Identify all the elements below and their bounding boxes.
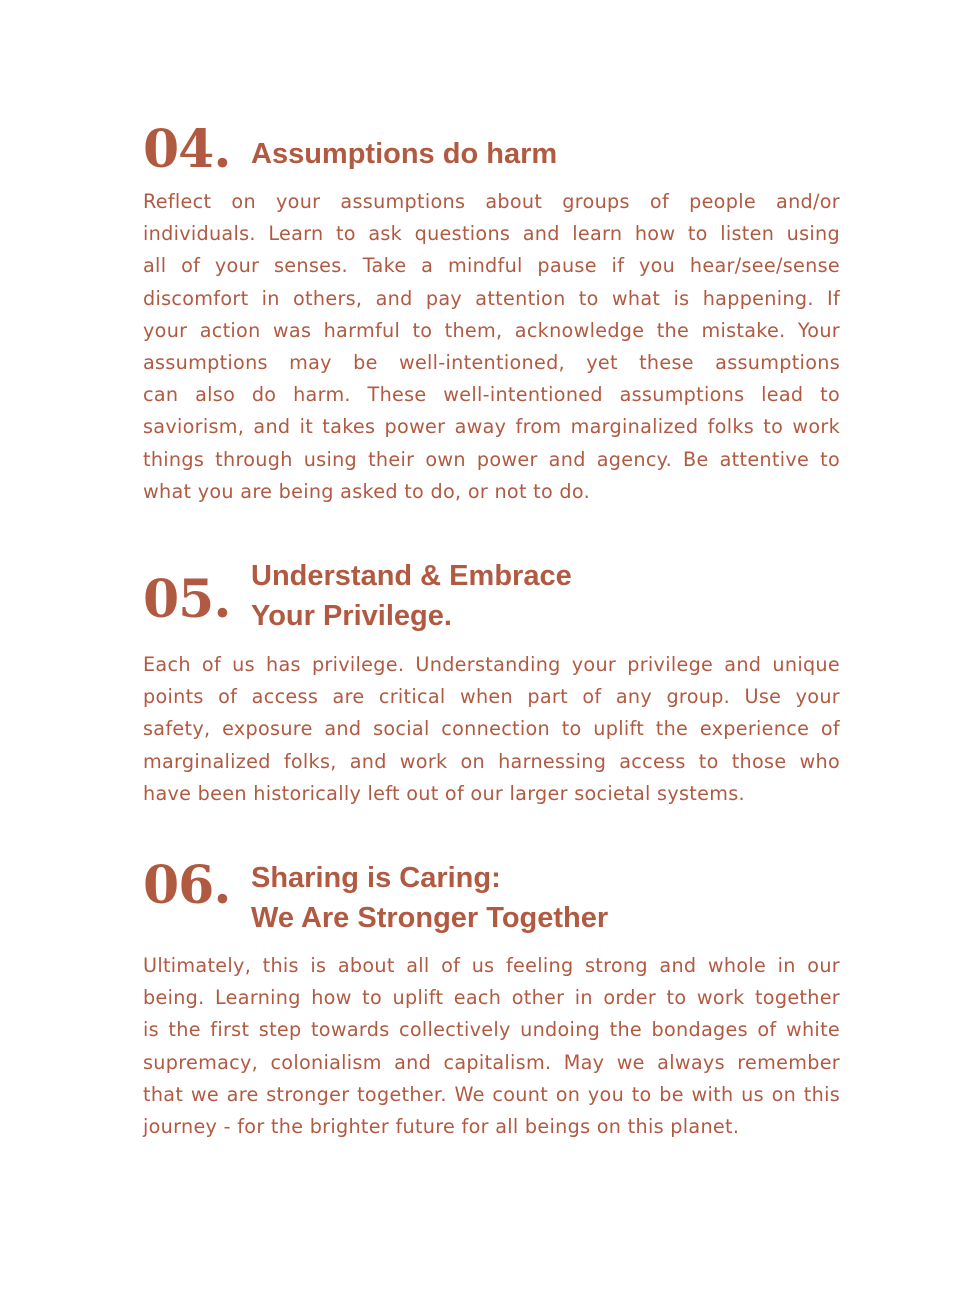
body-line: journey - for the brighter future for all beings on this planet. xyxy=(143,1115,740,1139)
body-line: being. Learning how to uplift each other in order to work together xyxy=(143,986,840,1010)
body-line: saviorism, and it takes power away from marginalized folks to work xyxy=(143,415,840,439)
body-line: Reflect on your assumptions about groups of people and/or xyxy=(143,190,840,213)
body-line: things through using their own power and agency. Be attentive to xyxy=(143,447,840,471)
section-title-line: We Are Stronger Together xyxy=(251,902,609,934)
body-line: individuals. Learn to ask questions and learn how to listen using xyxy=(143,222,840,246)
section-body xyxy=(143,649,840,810)
body-line: safety, exposure and social connection to uplift the experience of xyxy=(143,717,840,741)
body-line: supremacy, colonialism and capitalism. May we always remember xyxy=(143,1050,840,1074)
body-line: points of access are critical when part of any group. Use your xyxy=(143,685,840,709)
body-line: that we are stronger together. We count on you to be with us on this xyxy=(143,1082,840,1106)
section-title-line: Assumptions do harm xyxy=(251,138,558,170)
section-body xyxy=(143,186,840,508)
section-number: 04. xyxy=(143,119,231,180)
body-line: Ultimately, this is about all of us feeling strong and whole in our xyxy=(143,954,840,977)
body-line: all of your senses. Take a mindful pause if you hear/see/sense xyxy=(143,254,840,278)
section-number: 05. xyxy=(143,569,231,630)
section-body xyxy=(143,950,840,1143)
body-line: what you are being asked to do, or not to do. xyxy=(143,479,591,503)
body-line: your action was harmful to them, acknowledge the mistake. Your xyxy=(143,318,840,342)
body-line: is the first step towards collectively undoing the bondages of white xyxy=(143,1018,840,1042)
section-number: 06. xyxy=(143,855,231,916)
body-line: assumptions may be well-intentioned, yet these assumptions xyxy=(143,351,840,375)
section-title xyxy=(251,858,608,938)
section-title xyxy=(251,134,557,174)
body-line: Each of us has privilege. Understanding your privilege and unique xyxy=(143,653,840,676)
body-line: discomfort in others, and pay attention to what is happening. If xyxy=(143,286,840,310)
section-title xyxy=(251,556,572,636)
section-title-line: Sharing is Caring: xyxy=(251,862,501,894)
body-line: can also do harm. These well-intentioned assumptions lead to xyxy=(143,383,840,407)
body-line: have been historically left out of our larger societal systems. xyxy=(143,781,745,805)
body-line: marginalized folks, and work on harnessing access to those who xyxy=(143,749,840,773)
section-title-line: Your Privilege. xyxy=(251,600,452,632)
section-title-line: Understand & Embrace xyxy=(251,560,572,592)
